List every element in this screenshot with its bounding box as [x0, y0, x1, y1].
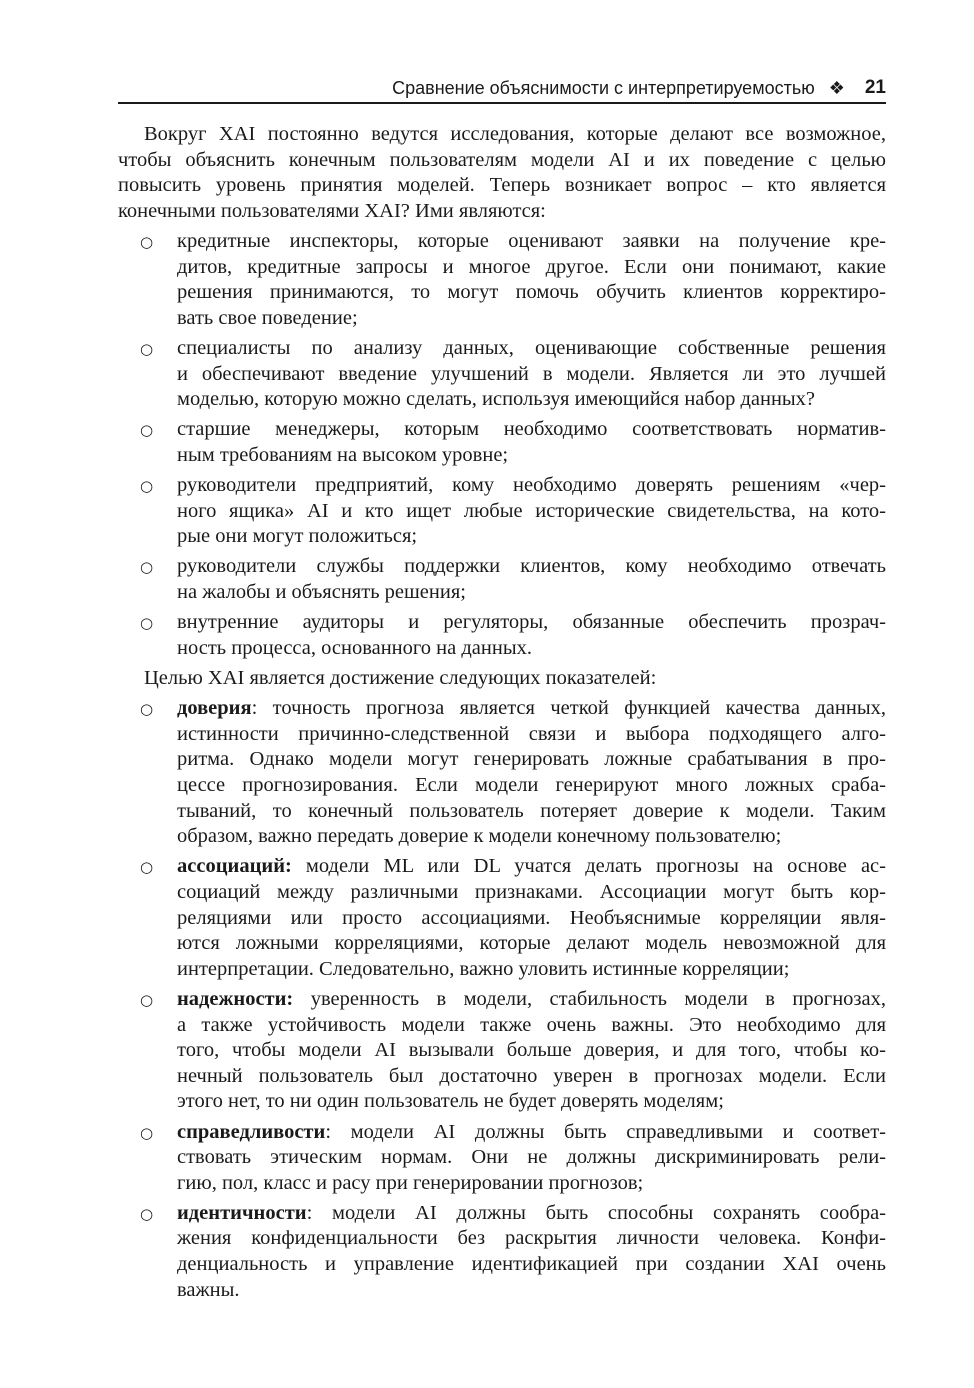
text-line: старшие менеджеры, которым необходимо соответствовать норматив- [177, 418, 886, 441]
text-line: ным требованиям на высоком уровне; [177, 443, 509, 466]
bullet-icon: ○ [140, 477, 154, 496]
text-line: идентичности: модели AI должны быть способны сохранять сообра- [177, 1201, 886, 1224]
page-number: 21 [864, 77, 886, 98]
text-line: руководители службы поддержки клиентов, кому необходимо отвечать [177, 555, 886, 578]
bullet-icon: ○ [140, 700, 154, 719]
text-line: важны. [177, 1278, 240, 1301]
text-line: конечными пользователями XAI? Ими являются: [118, 199, 546, 222]
term: надежности: [177, 987, 294, 1010]
text-line: ются ложными корреляциями, которые делают модель невозможной для [177, 932, 886, 955]
text-line: ствовать этическим нормам. Они не должны дискриминировать рели- [177, 1146, 886, 1169]
text-line: кредитные инспекторы, которые оценивают заявки на получение кре- [177, 229, 886, 252]
bullet-icon: ○ [140, 858, 154, 877]
term: идентичности [177, 1201, 307, 1224]
text-line: образом, важно передать доверие к модели конечному пользователю; [177, 825, 782, 848]
bullet-icon: ○ [140, 1123, 154, 1142]
text-line: гию, пол, класс и расу при генерировании прогнозов; [177, 1171, 644, 1194]
goal-list-item [118, 854, 886, 982]
text-line: ного ящика» AI и кто ищет любые исторические свидетельства, на кото- [177, 499, 886, 522]
text-line: вать свое поведение; [177, 306, 358, 329]
end-user-list-item [118, 229, 886, 331]
end-user-list-item [118, 336, 886, 413]
bullet-icon: ○ [140, 614, 154, 633]
text-line: цессе прогнозирования. Если модели генерируют много ложных сраба- [177, 774, 886, 796]
text-line: Вокруг XAI постоянно ведутся исследования, которые делают все возможное, [144, 123, 886, 145]
text-line: рые они могут положиться; [177, 525, 418, 548]
text-line: жения конфиденциальности без раскрытия личности человека. Конфи- [177, 1227, 886, 1250]
text-line: внутренние аудиторы и регуляторы, обязанные обеспечить прозрач- [177, 611, 886, 634]
goal-list-item [118, 1120, 886, 1197]
text-line: специалисты по анализу данных, оценивающие собственные решения [177, 336, 886, 359]
goal-list-item [118, 1201, 886, 1303]
chapter-title: Сравнение объяснимости с интерпретируемостью [392, 77, 815, 98]
bullet-icon: ○ [140, 339, 154, 358]
text-line: дитов, кредитные запросы и многое другое. Если они понимают, какие [177, 255, 886, 278]
text-line: того, чтобы модели AI вызывали больше доверия, и для того, чтобы ко- [177, 1039, 886, 1062]
text-line: интерпретации. Следовательно, важно уловить истинные корреляции; [177, 957, 790, 980]
text-line: тываний, то конечный пользователь потеряет доверие к модели. Таким [177, 799, 886, 822]
goal-list-item [118, 987, 886, 1115]
text-line: руководители предприятий, кому необходимо доверять решениям «чер- [177, 474, 886, 497]
text-line: истинности причинно-следственной связи и выбора подходящего алго- [177, 722, 886, 745]
text-line: надежности: уверенность в модели, стабильность модели в прогнозах, [177, 987, 886, 1010]
term: доверия [177, 697, 252, 720]
text-line: решения принимаются, то могут помочь обучить клиентов корректиро- [177, 281, 886, 304]
end-user-list-item [118, 473, 886, 550]
text-line: доверия: точность прогноза является четкой функцией качества данных, [177, 697, 886, 720]
bullet-icon: ○ [140, 990, 154, 1009]
running-header [118, 74, 886, 104]
text-line: моделью, которую можно сделать, используя имеющийся набор данных? [177, 388, 816, 411]
text-line: этого нет, то ни один пользователь не будет доверять моделям; [177, 1090, 724, 1113]
goal-list-item [118, 696, 886, 850]
text-line: ассоциаций: модели ML или DL учатся делать прогнозы на основе ас- [177, 855, 886, 878]
goals-intro-paragraph [118, 666, 886, 692]
end-user-list-item [118, 610, 886, 661]
term: справедливости [177, 1120, 326, 1143]
text-line: справедливости: модели AI должны быть справедливыми и соответ- [177, 1120, 886, 1143]
end-user-list-item [118, 554, 886, 605]
bullet-icon: ○ [140, 1204, 154, 1223]
bullet-icon: ○ [140, 558, 154, 577]
text-line: нечный пользователь был достаточно уверен в прогнозах модели. Если [177, 1064, 886, 1087]
text-line: Целью XAI является достижение следующих показателей: [144, 667, 657, 690]
text-line: повысить уровень принятия моделей. Теперь возникает вопрос – кто является [118, 174, 886, 197]
text-line: а также устойчивость модели также очень важны. Это необходимо для [177, 1013, 886, 1036]
text-line: и обеспечивают введение улучшений в модели. Является ли это лучшей [177, 362, 886, 385]
end-user-list-item [118, 417, 886, 468]
text-line: денциальность и управление идентификацией при создании XAI очень [177, 1253, 886, 1276]
bullet-icon: ○ [140, 232, 154, 251]
text-line: ность процесса, основанного на данных. [177, 636, 532, 659]
bullet-icon: ○ [140, 421, 154, 440]
text-line: на жалобы и объяснять решения; [177, 581, 466, 604]
text-line: чтобы объяснить конечным пользователям модели AI и их поведение с целью [118, 148, 886, 171]
text-line: реляциями или просто ассоциациями. Необъяснимые корреляции явля- [177, 906, 886, 929]
term: ассоциаций: [177, 855, 292, 878]
text-line: социаций между различными признаками. Ассоциации могут быть кор- [177, 880, 886, 903]
page-body [118, 122, 886, 1303]
text-line: ритма. Однако модели могут генерировать ложные срабатывания в про- [177, 748, 886, 771]
intro-paragraph [118, 122, 886, 224]
ornament-icon: ❖ [828, 77, 845, 98]
